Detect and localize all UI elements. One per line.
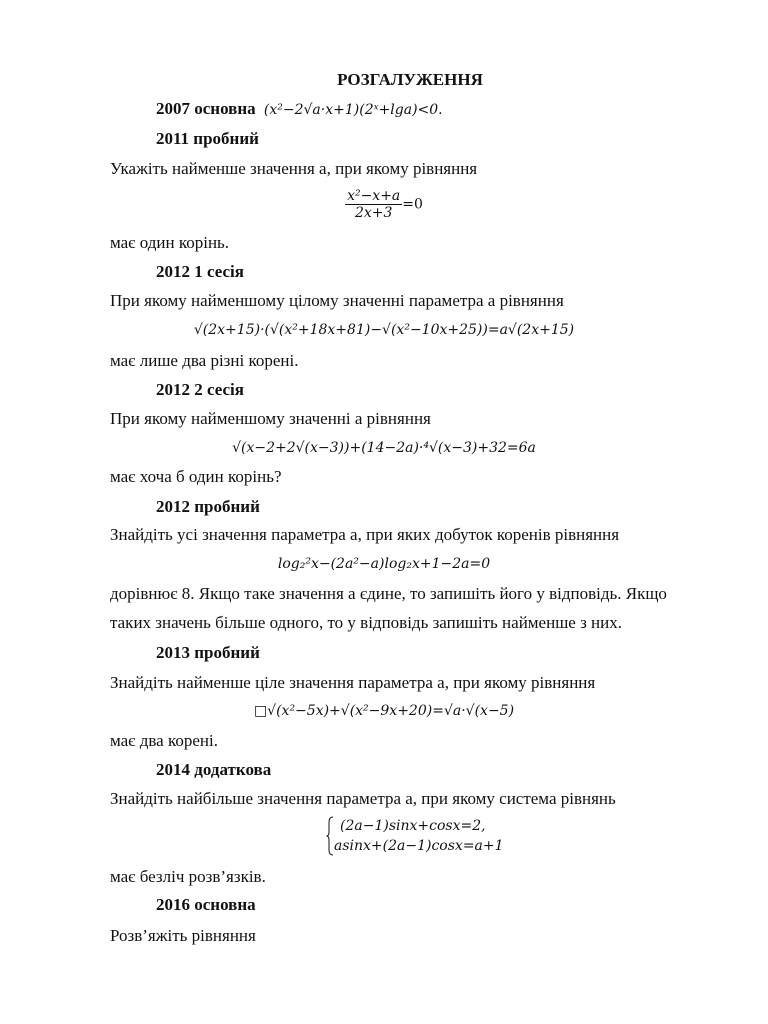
section-heading: 2013 пробний <box>156 643 260 662</box>
fraction-denominator: 2x+3 <box>354 205 393 221</box>
paragraph: має два корені. <box>110 731 218 750</box>
system-equation-2: asinx+(2a−1)cosx=a+1 <box>334 838 504 854</box>
paragraph: При якому найменшому значенні a рівняння <box>110 409 431 428</box>
section-heading: 2012 2 сесія <box>156 380 244 399</box>
paragraph: Знайдіть найбільше значення параметра a, при якому система рівнянь <box>110 789 616 808</box>
section-heading: 2016 основна <box>156 895 256 914</box>
paragraph: має безліч розв’язків. <box>110 867 266 886</box>
section-heading <box>156 99 443 119</box>
paragraph: Розв’яжіть рівняння <box>110 926 256 945</box>
paragraph: Знайдіть усі значення параметра a, при яких добуток коренів рівняння <box>110 525 620 544</box>
paragraph: має один корінь. <box>110 233 230 252</box>
formula-rhs: =0 <box>402 196 423 213</box>
section-heading: 2011 пробний <box>156 129 259 148</box>
page-title: РОЗГАЛУЖЕННЯ <box>337 70 483 89</box>
system-brace <box>326 816 334 856</box>
section-heading: 2014 додаткова <box>156 760 272 779</box>
section-heading: 2012 пробний <box>156 497 260 516</box>
formula: □√(x²−5x)+√(x²−9x+20)=√a·√(x−5) <box>253 703 515 719</box>
section-heading: 2012 1 сесія <box>156 262 244 281</box>
formula: log₂²x−(2a²−a)log₂x+1−2a=0 <box>277 556 491 572</box>
inline-formula: (x²−2√a·x+1)(2ˣ+lga)<0. <box>263 102 443 118</box>
fraction-numerator: x²−x+a <box>347 188 401 204</box>
system-equation-1: (2a−1)sinx+cosx=2, <box>340 818 486 834</box>
paragraph: Укажіть найменше значення a, при якому рівняння <box>110 159 478 178</box>
formula: √(2x+15)·(√(x²+18x+81)−√(x²−10x+25))=a√(2x+15) <box>193 322 575 338</box>
heading-text: 2007 основна <box>156 99 256 118</box>
paragraph: Знайдіть найменше ціле значення параметра a, при якому рівняння <box>110 673 596 692</box>
paragraph: таких значень більше одного, то у відповідь запишіть найменше з них. <box>110 613 622 632</box>
fraction <box>345 188 402 221</box>
formula: √(x−2+2√(x−3))+(14−2a)·⁴√(x−3)+32=6a <box>232 440 536 456</box>
paragraph: має хоча б один корінь? <box>110 467 282 486</box>
paragraph: дорівнює 8. Якщо таке значення a єдине, то запишіть його у відповідь. Якщо <box>110 584 667 603</box>
formula <box>0 188 768 221</box>
paragraph: При якому найменшому цілому значенні параметра a рівняння <box>110 291 564 310</box>
paragraph: має лише два різні корені. <box>110 351 299 370</box>
